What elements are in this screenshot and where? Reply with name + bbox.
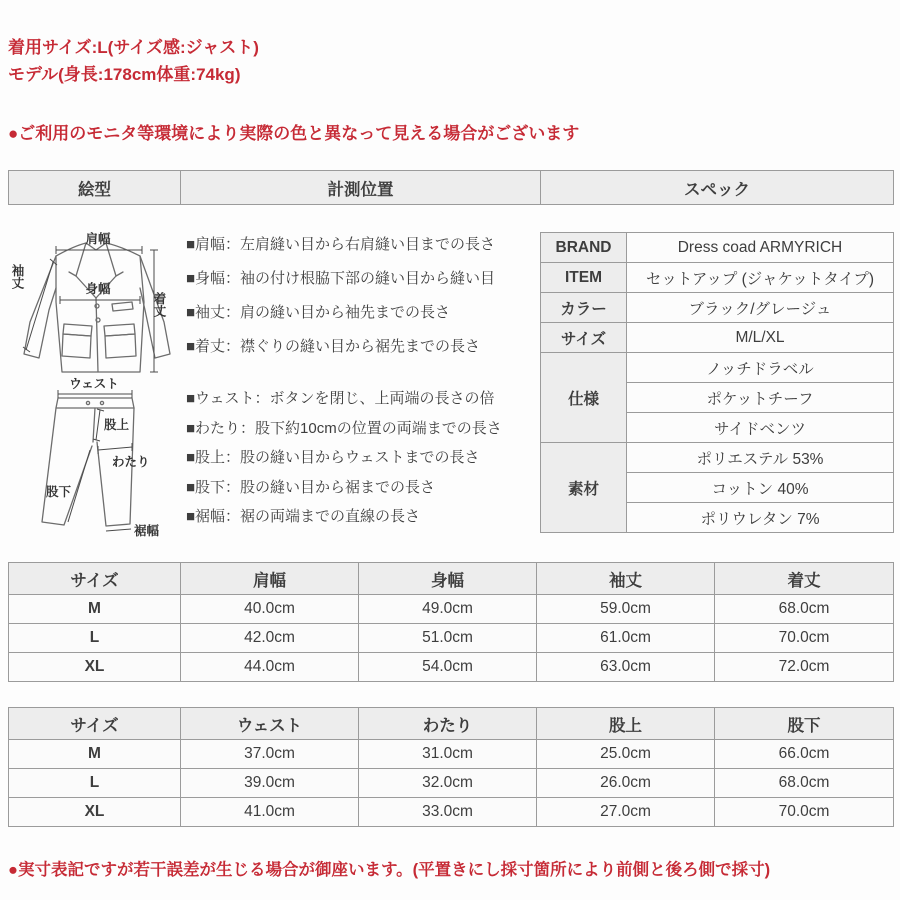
table-cell: 25.0cm bbox=[537, 740, 715, 769]
note-waist: ■ウェスト：ボタンを閉じ、上両端の長さの倍 bbox=[186, 390, 495, 407]
table-row bbox=[9, 624, 894, 653]
jacket-length-label: 着丈 bbox=[152, 292, 166, 317]
pants-col-rise: 股上 bbox=[537, 708, 715, 740]
monitor-color-note: ●ご利用のモニタ等環境により実際の色と異なって見える場合がございます bbox=[8, 124, 580, 143]
table-cell: 59.0cm bbox=[537, 595, 715, 624]
note-inseam: ■股下：股の縫い目から裾までの長さ bbox=[186, 478, 436, 496]
size-label-cell: L bbox=[9, 769, 181, 798]
table-cell: 68.0cm bbox=[715, 595, 894, 624]
size-label-cell: XL bbox=[9, 653, 181, 682]
note-sleeve: ■袖丈：肩の縫い目から袖先までの長さ bbox=[186, 304, 451, 321]
table-cell: 39.0cm bbox=[181, 769, 359, 798]
spec-value-size: M/L/XL bbox=[627, 323, 894, 353]
pants-col-size: サイズ bbox=[9, 708, 181, 740]
table-cell: 41.0cm bbox=[181, 798, 359, 827]
spec-value-color: ブラック/グレージュ bbox=[627, 293, 894, 323]
spec-value-feature-2: ポケットチーフ bbox=[627, 383, 894, 413]
header-spec: スペック bbox=[541, 171, 894, 205]
pants-rise-label: 股上 bbox=[104, 418, 130, 432]
table-cell: 26.0cm bbox=[537, 769, 715, 798]
section-header-table bbox=[8, 170, 894, 205]
table-cell: 61.0cm bbox=[537, 624, 715, 653]
spec-value-brand: Dress coad ARMYRICH bbox=[627, 233, 894, 263]
jacket-size-table bbox=[8, 562, 894, 682]
spec-label-color: カラー bbox=[541, 293, 627, 323]
table-cell: 70.0cm bbox=[715, 798, 894, 827]
spec-label-size: サイズ bbox=[541, 323, 627, 353]
table-cell: 32.0cm bbox=[359, 769, 537, 798]
table-cell: 27.0cm bbox=[537, 798, 715, 827]
table-row bbox=[9, 769, 894, 798]
model-stats-text: モデル(身長:178cm体重:74kg) bbox=[8, 65, 241, 84]
size-label-cell: XL bbox=[9, 798, 181, 827]
pants-col-waist: ウェスト bbox=[181, 708, 359, 740]
spec-value-item: セットアップ (ジャケットタイプ) bbox=[627, 263, 894, 293]
jacket-sketch bbox=[24, 243, 170, 372]
jacket-notes bbox=[186, 228, 538, 364]
jacket-col-sleeve: 袖丈 bbox=[537, 563, 715, 595]
header-measure-position: 計測位置 bbox=[181, 171, 541, 205]
table-cell: 31.0cm bbox=[359, 740, 537, 769]
jacket-shoulder-label: 肩幅 bbox=[85, 232, 111, 246]
table-cell: 44.0cm bbox=[181, 653, 359, 682]
table-row bbox=[9, 595, 894, 624]
pants-notes bbox=[186, 384, 538, 532]
jacket-col-chest: 身幅 bbox=[359, 563, 537, 595]
note-chest: ■身幅：袖の付け根脇下部の縫い目から縫い目 bbox=[186, 270, 496, 287]
spec-label-brand: BRAND bbox=[541, 233, 627, 263]
note-length: ■着丈：襟ぐりの縫い目から裾先までの長さ bbox=[186, 338, 481, 355]
pants-col-thigh: わたり bbox=[359, 708, 537, 740]
model-info bbox=[8, 34, 259, 88]
note-thigh: ■わたり：股下約10cmの位置の両端までの長さ bbox=[186, 419, 502, 437]
jacket-chest-label: 身幅 bbox=[85, 282, 111, 296]
jacket-col-length: 着丈 bbox=[715, 563, 894, 595]
pants-col-inseam: 股下 bbox=[715, 708, 894, 740]
pants-hem-label: 裾幅 bbox=[134, 524, 160, 538]
pants-inseam-label: 股下 bbox=[46, 485, 72, 499]
table-cell: 70.0cm bbox=[715, 624, 894, 653]
measurement-notes bbox=[186, 228, 538, 532]
table-row bbox=[9, 740, 894, 769]
table-cell: 72.0cm bbox=[715, 653, 894, 682]
pants-thigh-label: わたり bbox=[112, 455, 150, 469]
table-cell: 54.0cm bbox=[359, 653, 537, 682]
table-row bbox=[9, 798, 894, 827]
table-row bbox=[9, 653, 894, 682]
table-cell: 68.0cm bbox=[715, 769, 894, 798]
spec-value-material-3: ポリウレタン 7% bbox=[627, 503, 894, 533]
table-cell: 37.0cm bbox=[181, 740, 359, 769]
table-cell: 42.0cm bbox=[181, 624, 359, 653]
spec-value-feature-3: サイドベンツ bbox=[627, 413, 894, 443]
pants-size-table bbox=[8, 707, 894, 827]
spec-value-material-1: ポリエステル 53% bbox=[627, 443, 894, 473]
table-cell: 49.0cm bbox=[359, 595, 537, 624]
garment-diagram bbox=[8, 210, 180, 550]
table-cell: 40.0cm bbox=[181, 595, 359, 624]
size-label-cell: M bbox=[9, 740, 181, 769]
jacket-col-shoulder: 肩幅 bbox=[181, 563, 359, 595]
measurement-tolerance-note: ●実寸表記ですが若干誤差が生じる場合が御座います。(平置きにし採寸箇所により前側と後ろ側で採寸) bbox=[8, 861, 771, 879]
size-label-cell: L bbox=[9, 624, 181, 653]
spec-label-features: 仕様 bbox=[541, 353, 627, 443]
spec-label-item: ITEM bbox=[541, 263, 627, 293]
table-cell: 66.0cm bbox=[715, 740, 894, 769]
note-rise: ■股上：股の縫い目からウェストまでの長さ bbox=[186, 449, 480, 466]
pants-waist-label: ウェスト bbox=[69, 377, 119, 391]
note-hem: ■裾幅：裾の両端までの直線の長さ bbox=[186, 508, 421, 525]
table-cell: 33.0cm bbox=[359, 798, 537, 827]
jacket-sleeve-label: 袖丈 bbox=[10, 264, 24, 289]
table-cell: 51.0cm bbox=[359, 624, 537, 653]
worn-size-text: 着用サイズ:L(サイズ感:ジャスト) bbox=[8, 38, 259, 57]
size-label-cell: M bbox=[9, 595, 181, 624]
note-shoulder: ■肩幅：左肩縫い目から右肩縫い目までの長さ bbox=[186, 236, 496, 253]
table-cell: 63.0cm bbox=[537, 653, 715, 682]
jacket-col-size: サイズ bbox=[9, 563, 181, 595]
header-drawing: 絵型 bbox=[9, 171, 181, 205]
spec-label-material: 素材 bbox=[541, 443, 627, 533]
spec-value-material-2: コットン 40% bbox=[627, 473, 894, 503]
spec-table bbox=[540, 232, 894, 533]
spec-value-feature-1: ノッチドラベル bbox=[627, 353, 894, 383]
